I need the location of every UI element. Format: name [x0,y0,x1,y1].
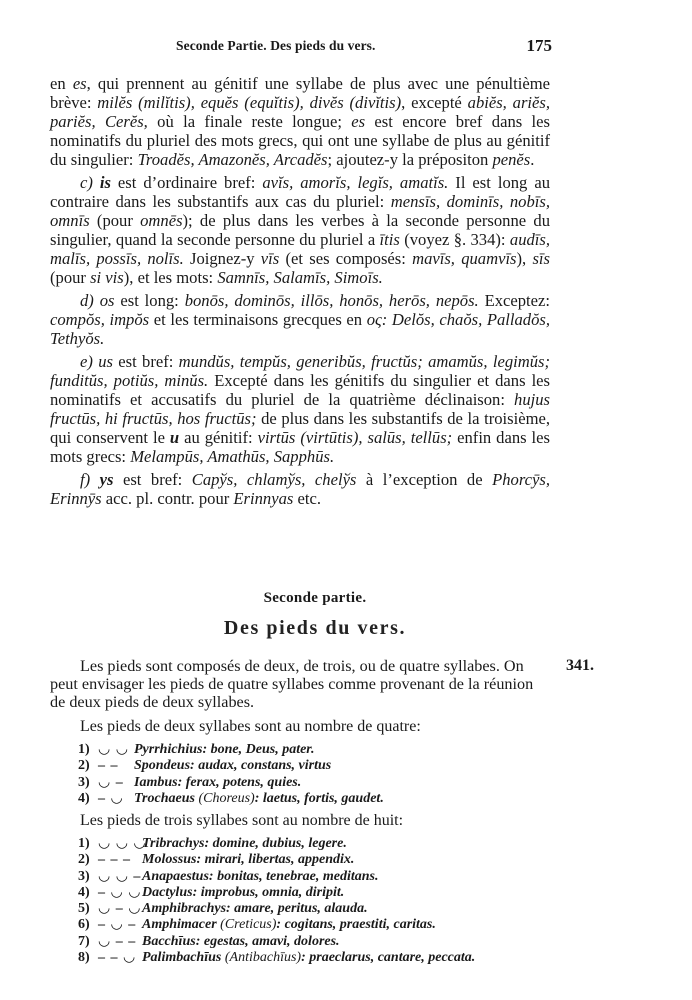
foot-examples: : bone, Deus, pater. [202,742,315,757]
term: es [351,112,366,131]
text: est bref: [112,352,179,371]
feet-two-list [78,742,384,807]
meter-marks: ◡ ◡ ◡ [98,836,147,851]
examples: mavīs, quamvīs [412,249,517,268]
term: ος: [366,310,388,329]
foot-name: Palimbachīus [142,950,222,966]
examples: abiĕs, ariĕs, pariĕs, Cerĕs, [50,93,550,131]
item-number: 3) [78,868,90,884]
meter-marks: – – [98,758,119,774]
meter-marks: – ◡ ◡ [98,884,142,900]
section-heading [50,590,550,640]
item-number: 4) [78,790,90,806]
list-item [78,836,475,852]
foot-name: Bacchīus [142,933,196,949]
examples: Erinnyas [233,489,294,508]
meter-marks: ◡ ◡ [98,742,129,757]
term: u [169,428,180,447]
examples: audīs, malīs, possīs, nolīs. [50,230,550,268]
foot-alias: (Creticus) [216,917,277,933]
paragraph-ys [50,470,550,508]
foot-examples: : amare, peritus, alauda. [226,901,368,917]
foot-examples: : praeclarus, cantare, peccata. [301,950,476,966]
item-number: 7) [78,933,90,949]
text: ); de plus dans les verbes à la seconde personne du singulier, quand la seconde personne du pluriel a [50,211,550,249]
text: enfin dans les mots grecs: [50,428,550,466]
text: et les terminaisons grecques en [149,310,367,329]
list-item [78,758,384,774]
examples: Troadĕs, Amazonĕs, Arcadĕs [137,150,328,169]
examples: hujus fructūs, hi fructūs, hos fructūs; [50,390,550,428]
examples: avĭs, amorĭs, legĭs, amatĭs. [262,173,449,192]
list-item [78,869,475,885]
list-item [78,791,384,807]
meter-marks: – – – [98,852,131,868]
list-item [78,901,475,917]
text: . [530,150,535,169]
body-text [50,74,550,512]
term: penĕs [492,150,531,169]
item-number: 3) [78,774,90,790]
item-letter: d) [80,291,100,310]
foot-alias: (Antibachīus) [221,950,302,966]
term: si vis [90,268,124,287]
text: acc. pl. contr. pour [101,489,234,508]
text: à l’exception de [356,470,493,489]
foot-name: Molossus [142,852,197,868]
text: (voyez §. 334): [399,230,510,249]
item-letter: f) [80,470,100,489]
foot-name: Spondeus [134,758,191,774]
foot-examples: : audax, constans, virtus [190,758,332,774]
item-letter: e) [80,352,99,371]
list-item [78,742,384,758]
examples: mundŭs, tempŭs, generibŭs, fructŭs; amamŭs, legimŭs; funditŭs, potiŭs, minŭs. [50,352,550,390]
examples: Phorcȳs, Erinnȳs [50,470,551,508]
text: , qui prennent au génitif une syllabe de plus avec une pénultième brève: [50,74,550,112]
item-number: 8) [78,950,90,966]
paragraph-is [50,173,550,287]
foot-name: Amphibrachys [142,901,227,917]
examples: Melampūs, Amathūs, Sapphūs. [130,447,335,466]
text: (pour [50,268,91,287]
paragraph-os [50,291,550,348]
examples: Delŏs, chaŏs, Palladŏs, Tethyŏs. [50,310,551,348]
text: est d’ordinaire bref: [110,173,263,192]
text: , excepté [401,93,468,112]
text: etc. [293,489,321,508]
text: ), et les mots: [123,268,218,287]
term: vīs [260,249,280,268]
item-number: 6) [78,917,90,933]
text: (pour [89,211,141,230]
paragraph-number: 341. [566,657,594,674]
foot-examples: : domine, dubius, legere. [204,836,347,851]
meter-marks: – – ◡ [98,950,137,966]
foot-name: Anapaestus [142,868,209,884]
term: is [99,173,111,192]
meter-marks: ◡ – [98,774,124,790]
feet-three-list [78,836,475,966]
term: us [98,352,113,371]
list-item [78,934,475,950]
item-number: 1) [78,836,90,851]
foot-name: Iambus [134,774,178,790]
meter-marks: ◡ – ◡ [98,901,142,917]
text: est long: [114,291,185,310]
term: ītis [379,230,400,249]
list-item [78,885,475,901]
item-number: 1) [78,742,90,757]
list-item [78,950,475,966]
meter-marks: ◡ – – [98,933,137,949]
foot-name: Trochaeus [134,790,195,806]
page-number: 175 [526,36,552,55]
term: es [72,74,87,93]
lead-three-syllables: Les pieds de trois syllabes sont au nombre de huit: [80,812,404,829]
foot-examples: : egestas, amavi, dolores. [195,933,340,949]
text: est bref: [113,470,192,489]
text: ), [516,249,533,268]
term: omnēs [140,211,183,230]
meter-marks: ◡ ◡ – [98,868,142,884]
foot-alias: (Choreus) [194,790,255,806]
foot-examples: : bonitas, tenebrae, meditans. [208,868,379,884]
foot-examples: : laetus, fortis, gaudet. [254,790,384,806]
text: de plus dans les substantifs de la troisième, qui conservent le [50,409,550,447]
meter-marks: – ◡ – [98,917,137,933]
intro-text: Les pieds sont composés de deux, de trois, ou de quatre syllabes. On peut envisager les pieds de quatre syllabes comme provenant de la réunion de deux pieds de deux syllabes. [50,657,534,711]
text: en [50,74,73,93]
term: sīs [532,249,550,268]
section-title: Des pieds du vers. [223,617,407,639]
text: Excepté dans les génitifs du singulier et dans les nominatifs et accusatifs du pluriel de la quatrième déclinaison: [50,371,550,409]
foot-examples: : ferax, potens, quies. [177,774,302,790]
text: est encore bref dans les nominatifs du pluriel des mots grecs, qui ont une syllabe de plus au génitif du singulier: [50,112,550,169]
term: os [99,291,115,310]
text: Il est long au contraire dans les substantifs aux cas du pluriel: [50,173,550,211]
item-number: 2) [78,758,90,774]
paragraph-us [50,352,550,466]
running-head [50,36,550,56]
examples: Samnīs, Salamīs, Simoīs. [217,268,383,287]
section-label: Seconde partie. [263,590,367,606]
item-number: 4) [78,884,90,900]
intro-paragraph [50,657,594,711]
foot-name: Amphimacer [142,917,217,933]
text: Joignez-y [183,249,261,268]
foot-name: Tribrachys [142,836,205,851]
item-number: 2) [78,852,90,868]
examples: milĕs (milĭtis), equĕs (equĭtis), divĕs (divĭtis) [97,93,402,112]
paragraph-es [50,74,550,169]
foot-examples: : mirari, libertas, appendix. [196,852,355,868]
foot-name: Dactylus [142,884,193,900]
list-item [78,852,475,868]
text: au génitif: [179,428,258,447]
term: ys [99,470,114,489]
foot-examples: : cogitans, praestiti, caritas. [276,917,436,933]
item-letter: c) [80,173,100,192]
foot-examples: : improbus, omnia, diripit. [192,884,345,900]
foot-name: Pyrrhichius [134,742,203,757]
running-head-title: Seconde Partie. Des pieds du vers. [176,38,376,53]
text: Exceptez: [478,291,550,310]
examples: virtūs (virtūtis), salūs, tellūs; [257,428,453,447]
text: (et ses composés: [279,249,413,268]
examples: compŏs, impŏs [50,310,150,329]
examples: bonōs, dominōs, illōs, honōs, herōs, nepōs. [184,291,479,310]
list-item [78,775,384,791]
list-item [78,917,475,933]
item-number: 5) [78,901,90,917]
examples: Capўs, chlamўs, chelўs [191,470,357,489]
lead-two-syllables: Les pieds de deux syllabes sont au nombre de quatre: [80,718,421,735]
text: où la finale reste longue; [147,112,352,131]
text: ; ajoutez-y la prépositon [327,150,493,169]
meter-marks: – ◡ [98,790,124,806]
examples: mensīs, dominīs, nobīs, omnīs [50,192,550,230]
